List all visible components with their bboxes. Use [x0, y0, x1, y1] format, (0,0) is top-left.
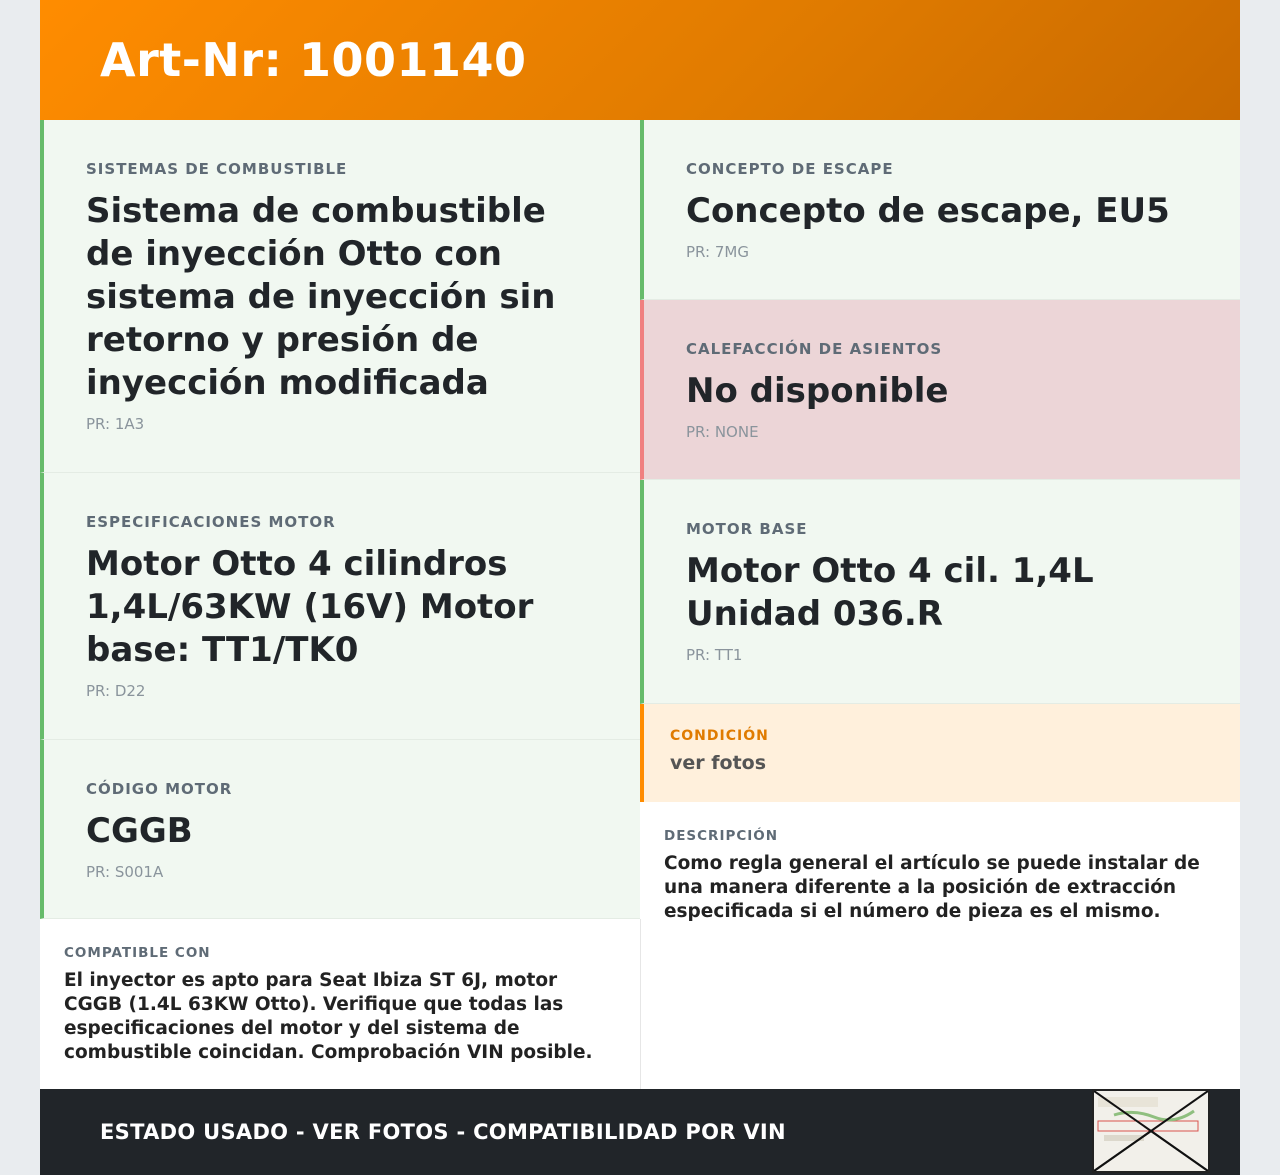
envelope-photo-icon[interactable] — [1092, 1089, 1210, 1173]
spec-card-engine-code — [40, 740, 640, 919]
envelope-icon — [1094, 1091, 1208, 1171]
spec-value: CGGB — [86, 811, 193, 851]
spec-label: ESPECIFICACIONES MOTOR — [86, 513, 336, 531]
spec-card-seat-heating — [640, 300, 1240, 480]
condition-text: ver fotos — [670, 752, 767, 774]
description-section — [640, 802, 1240, 1089]
right-column — [640, 120, 1240, 1089]
description-label: DESCRIPCIÓN — [664, 828, 779, 844]
spec-card-base-engine — [640, 480, 1240, 704]
compatible-text: El inyector es apto para Seat Ibiza ST 6J, motor CGGB (1.4L 63KW Otto). Verifique que todas las especificaciones del motor y del sistema de combustible coincidan. Comprobación VIN posible. — [64, 970, 593, 1063]
spec-pr-code: PR: NONE — [686, 423, 759, 441]
column-divider — [640, 919, 641, 1089]
spec-card-exhaust — [640, 120, 1240, 300]
spec-value: No disponible — [686, 371, 949, 411]
left-column — [40, 120, 640, 1089]
footer-bar — [40, 1089, 1240, 1175]
spec-value: Motor Otto 4 cil. 1,4L Unidad 036.R — [686, 551, 1094, 634]
spec-label: CONCEPTO DE ESCAPE — [686, 160, 894, 178]
condition-label: CONDICIÓN — [670, 728, 769, 744]
spec-pr-code: PR: 1A3 — [86, 415, 145, 433]
spec-pr-code: PR: 7MG — [686, 243, 749, 261]
spec-pr-code: PR: TT1 — [686, 646, 743, 664]
compatible-label: COMPATIBLE CON — [64, 945, 211, 961]
article-header — [40, 0, 1240, 120]
spec-value: Sistema de combustible de inyección Otto con sistema de inyección sin retorno y presión de inyección modificada — [86, 191, 556, 403]
description-text: Como regla general el artículo se puede instalar de una manera diferente a la posición de extracción especificada si el número de pieza es el mismo. — [664, 853, 1200, 922]
spec-card-engine-specs — [40, 473, 640, 740]
spec-value: Concepto de escape, EU5 — [686, 191, 1170, 231]
spec-label: CALEFACCIÓN DE ASIENTOS — [686, 340, 943, 358]
compatible-section — [40, 919, 640, 1089]
spec-label: MOTOR BASE — [686, 520, 808, 538]
condition-section — [640, 704, 1240, 802]
spec-value: Motor Otto 4 cilindros 1,4L/63KW (16V) Motor base: TT1/TK0 — [86, 544, 534, 670]
spec-pr-code: PR: D22 — [86, 682, 146, 700]
article-number-title: Art-Nr: 1001140 — [100, 33, 527, 87]
article-page — [40, 0, 1240, 1175]
footer-text: ESTADO USADO - VER FOTOS - COMPATIBILIDAD POR VIN — [100, 1120, 786, 1144]
spec-pr-code: PR: S001A — [86, 863, 164, 881]
spec-label: SISTEMAS DE COMBUSTIBLE — [86, 160, 348, 178]
spec-card-fuel-system — [40, 120, 640, 473]
spec-label: CÓDIGO MOTOR — [86, 780, 233, 798]
